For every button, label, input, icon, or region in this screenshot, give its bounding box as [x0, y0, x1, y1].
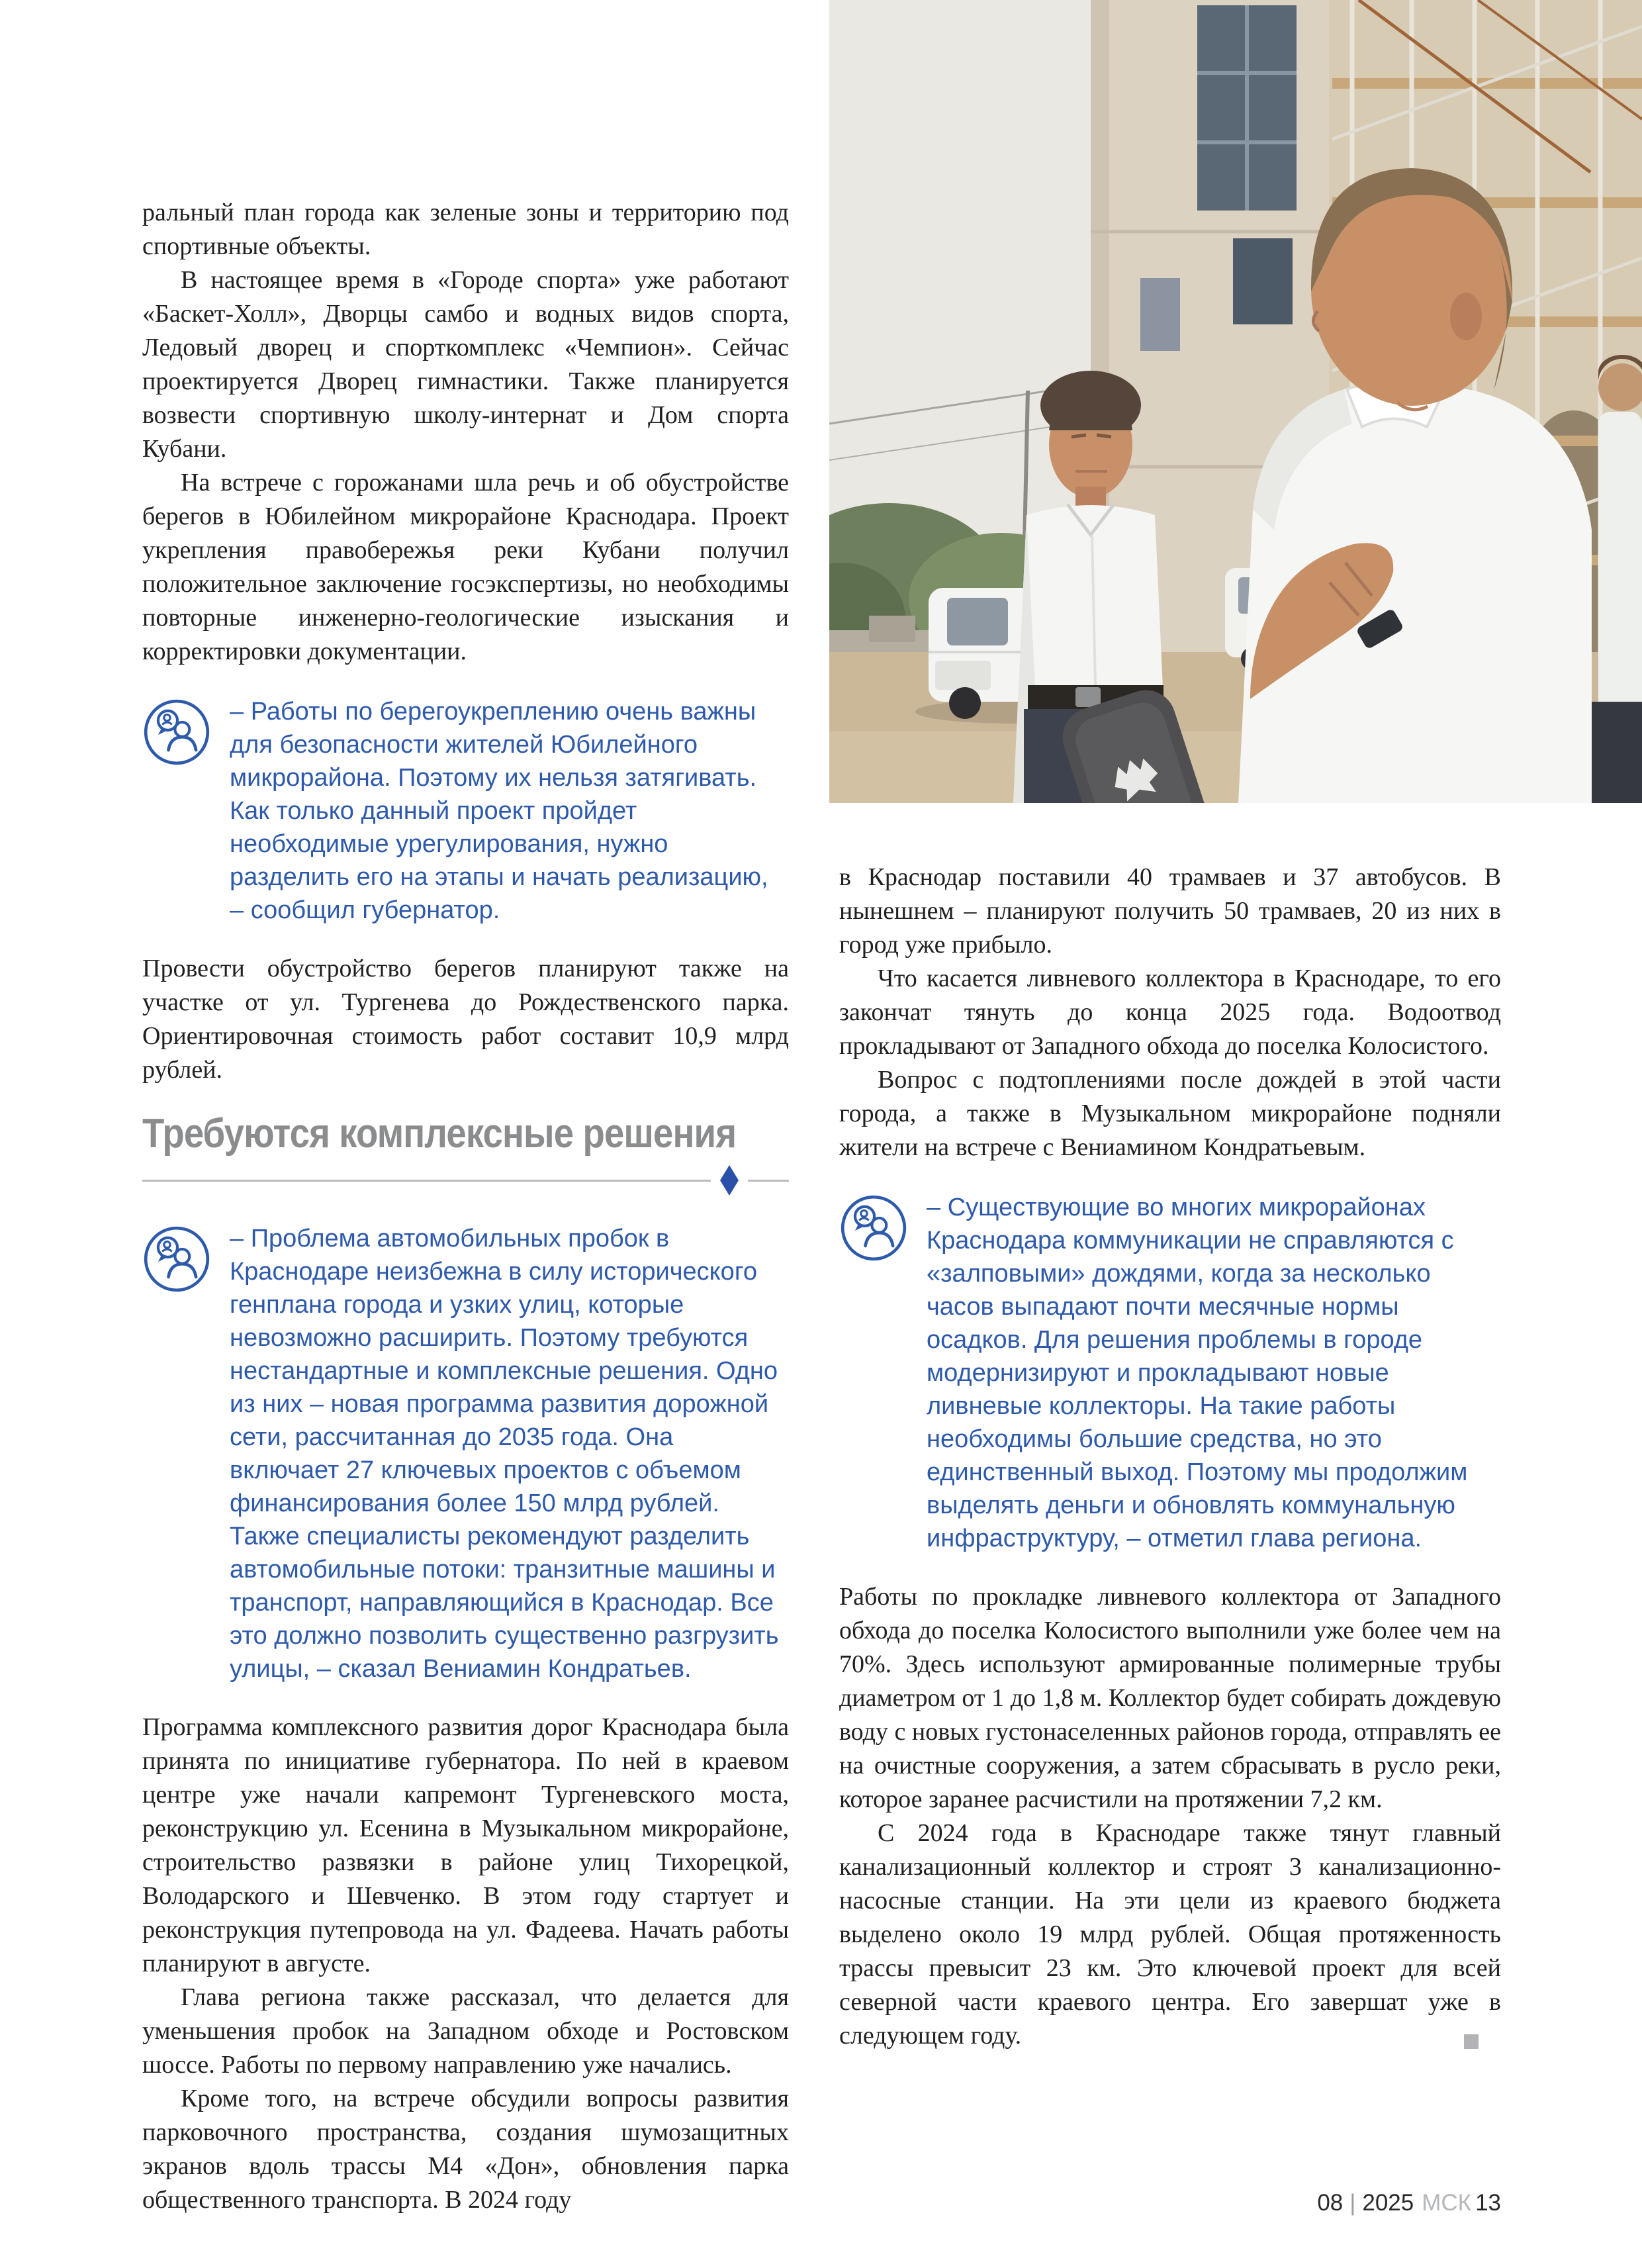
footer-issue: 08 [1317, 2190, 1344, 2216]
paragraph: Работы по прокладке ливневого коллектора от Западного обхода до поселка Колосистого выполнили уже более чем на 70%. Здесь используют армированные полимерные трубы диаметром от 1 до 1,8 м. Коллектор будет собирать дождевую воду с новых густонаселенных районов города, отправлять ее на очистные сооружения, а затем сбрасывать в русло реки, которое заранее расчистили на протяжении 7,2 км. [839, 1583, 1501, 1813]
paragraph: Кроме того, на встрече обсудили вопросы развития парковочного пространства, создания шумозащитных экранов вдоль трассы М4 «Дон», обновления парка общественного транспорта. В 2024 году [142, 2085, 789, 2214]
square-end-marker [1464, 2034, 1479, 2049]
footer-brand: МСК [1422, 2190, 1472, 2216]
pull-quote-kondratyev-roads [142, 1221, 789, 1685]
footer-separator: | [1349, 2190, 1356, 2216]
paragraph: Программа комплексного развития дорог Краснодара была принята по инициативе губернатора. По ней в краевом центре уже начали капремонт Тургеневского моста, реконструкцию ул. Есенина в Музыкальном микрорайоне, строительство развязки в районе улиц Тихорецкой, Володарского и Шевченко. В этом году стартует и реконструкция путепровода на ул. Фадеева. Начать работы планируют в августе. [142, 1713, 789, 1977]
page-footer [839, 2190, 1501, 2216]
diamond-marker [720, 1165, 739, 1196]
section-heading: Требуются комплексные решения [142, 1111, 737, 1157]
paragraph: В настоящее время в «Городе спорта» уже работают «Баскет-Холл», Дворцы самбо и водных видов спорта, Ледовый дворец и спорткомплекс «Чемпион». Сейчас проектируется Дворец гимнастики. Также планируется возвести спортивную школу-интернат и Дом спорта Кубани. [142, 266, 789, 463]
paragraph: ральный план города как зеленые зоны и территорию под спортивные объекты. [142, 199, 789, 260]
speaker-dialog-icon [142, 698, 211, 767]
right-column [839, 861, 1501, 2053]
left-column [142, 196, 789, 2217]
footer-page-number: 13 [1475, 2190, 1501, 2216]
pull-quote-governor-embankment [142, 694, 789, 927]
quote-text: – Работы по берегоукреплению очень важны для безопасности жителей Юбилейного микрорайона. Поэтому их нельзя затягивать. Как только данный проект пройдет необходимые урегулирования, нужно разделить его на этапы и начать реализацию, – сообщил губернатор. [230, 698, 768, 924]
paragraph: Провести обустройство берегов планируют также на участке от ул. Тургенева до Рождественского парка. Ориентировочная стоимость работ составит 10,9 млрд рублей. [142, 955, 789, 1084]
paragraph: Глава региона также рассказал, что делается для уменьшения пробок на Западном обходе и Ростовском шоссе. Работы по первому направлению уже начались. [142, 1983, 789, 2079]
paragraph: На встрече с горожанами шла речь и об обустройстве берегов в Юбилейном микрорайоне Краснодара. Проект укрепления правобережья реки Кубани получил положительное заключение госэкспертизы, но необходимы повторные инженерно-геологические изыскания и корректировки документации. [142, 469, 789, 665]
footer-year: 2025 [1362, 2190, 1414, 2216]
paragraph: в Краснодар поставили 40 трамваев и 37 автобусов. В нынешнем – планируют получить 50 трамваев, 20 из них в город уже прибыло. [839, 863, 1501, 959]
paragraph-text: С 2024 года в Краснодаре также тянут главный канализационный коллектор и строят 3 канализационно-насосные станции. На эти цели из краевого бюджета выделено около 19 млрд рублей. Общая протяженность трассы превысит 23 км. Это ключевой проект для всей северной части краевого центра. Его завершат уже в следующем году. [839, 1819, 1501, 2050]
photo-governor-construction-site [829, 0, 1642, 803]
quote-text: – Существующие во многих микрорайонах Краснодара коммуникации не справляются с «залповыми» дождями, когда за несколько часов выпадают почти месячные нормы осадков. Для решения проблемы в городе модернизируют и прокладывают новые ливневые коллекторы. На такие работы необходимы большие средства, но это единственный выход. Поэтому мы продолжим выделять деньги и обновлять коммунальную инфраструктуру, – отметил глава региона. [927, 1194, 1468, 1552]
paragraph: Что касается ливневого коллектора в Краснодаре, то его закончат тянуть до конца 2025 года. Водоотвод прокладывают от Западного обхода до поселка Колосистого. [839, 965, 1501, 1060]
section-divider [142, 1165, 789, 1196]
paragraph-last [839, 1817, 1501, 2053]
photo-image [829, 0, 1642, 803]
quote-text: – Проблема автомобильных пробок в Краснодаре неизбежна в силу исторического генплана города и узких улиц, которые невозможно расширить. Поэтому требуются нестандартные и комплексные решения. Одно из них – новая программа развития дорожной сети, рассчитанная до 2035 года. Она включает 27 ключевых проектов с объемом финансирования более 150 млрд рублей. Также специалисты рекомендуют разделить автомобильные потоки: транзитные машины и транспорт, направляющийся в Краснодар. Все это должно позволить существенно разгрузить улицы, – сказал Вениамин Кондратьев. [230, 1225, 779, 1683]
pull-quote-region-head-sewers [839, 1190, 1501, 1555]
speaker-dialog-icon [839, 1194, 908, 1262]
paragraph: Вопрос с подтоплениями после дождей в этой части города, а также в Музыкальном микрорайоне подняли жители на встрече с Вениамином Кондратьевым. [839, 1066, 1501, 1161]
speaker-dialog-icon [142, 1225, 211, 1294]
